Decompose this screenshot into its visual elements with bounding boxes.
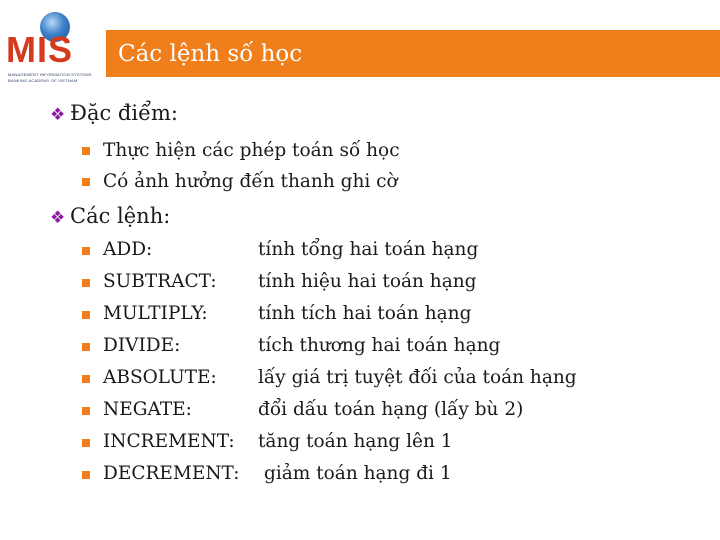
section-heading-text: Đặc điểm: (70, 101, 178, 125)
square-bullet-icon (82, 311, 90, 319)
command-name: MULTIPLY: (103, 303, 208, 324)
command-name: ADD: (103, 239, 153, 260)
mis-logo (4, 8, 102, 83)
section-features-heading (50, 100, 178, 128)
command-name: DECREMENT: (103, 463, 240, 484)
diamond-bullet-icon: ❖ (50, 105, 66, 125)
title-bar (106, 30, 720, 77)
command-desc: đổi dấu toán hạng (lấy bù 2) (258, 399, 524, 420)
command-desc: tăng toán hạng lên 1 (258, 431, 453, 452)
logo-subtitle-line1: MANAGEMENT INFORMATION SYSTEMS (8, 72, 92, 77)
square-bullet-icon (82, 407, 90, 415)
square-bullet-icon (82, 247, 90, 255)
command-desc: tính tích hai toán hạng (258, 303, 472, 324)
command-desc: tính tổng hai toán hạng (258, 239, 479, 260)
section-heading-text: Các lệnh: (70, 204, 171, 228)
command-name: INCREMENT: (103, 431, 235, 452)
square-bullet-icon (82, 439, 90, 447)
square-bullet-icon (82, 279, 90, 287)
command-name: ABSOLUTE: (103, 367, 217, 388)
command-desc: lấy giá trị tuyệt đối của toán hạng (258, 367, 577, 388)
command-name: NEGATE: (103, 399, 192, 420)
list-item-text: Thực hiện các phép toán số học (103, 140, 400, 161)
command-name: DIVIDE: (103, 335, 181, 356)
slide-title: Các lệnh số học (118, 41, 303, 67)
square-bullet-icon (82, 375, 90, 383)
command-desc: giảm toán hạng đi 1 (264, 463, 452, 484)
diamond-bullet-icon: ❖ (50, 208, 66, 228)
logo-text: MIS (6, 29, 74, 70)
command-desc: tính hiệu hai toán hạng (258, 271, 477, 292)
command-desc: tích thương hai toán hạng (258, 335, 501, 356)
command-name: SUBTRACT: (103, 271, 217, 292)
square-bullet-icon (82, 343, 90, 351)
logo-subtitle-line2: BANKING ACADEMY OF VIETNAM (8, 78, 78, 83)
square-bullet-icon (82, 471, 90, 479)
section-commands-heading (50, 203, 170, 231)
list-item-text: Có ảnh hưởng đến thanh ghi cờ (103, 171, 398, 192)
square-bullet-icon (82, 178, 90, 186)
square-bullet-icon (82, 147, 90, 155)
